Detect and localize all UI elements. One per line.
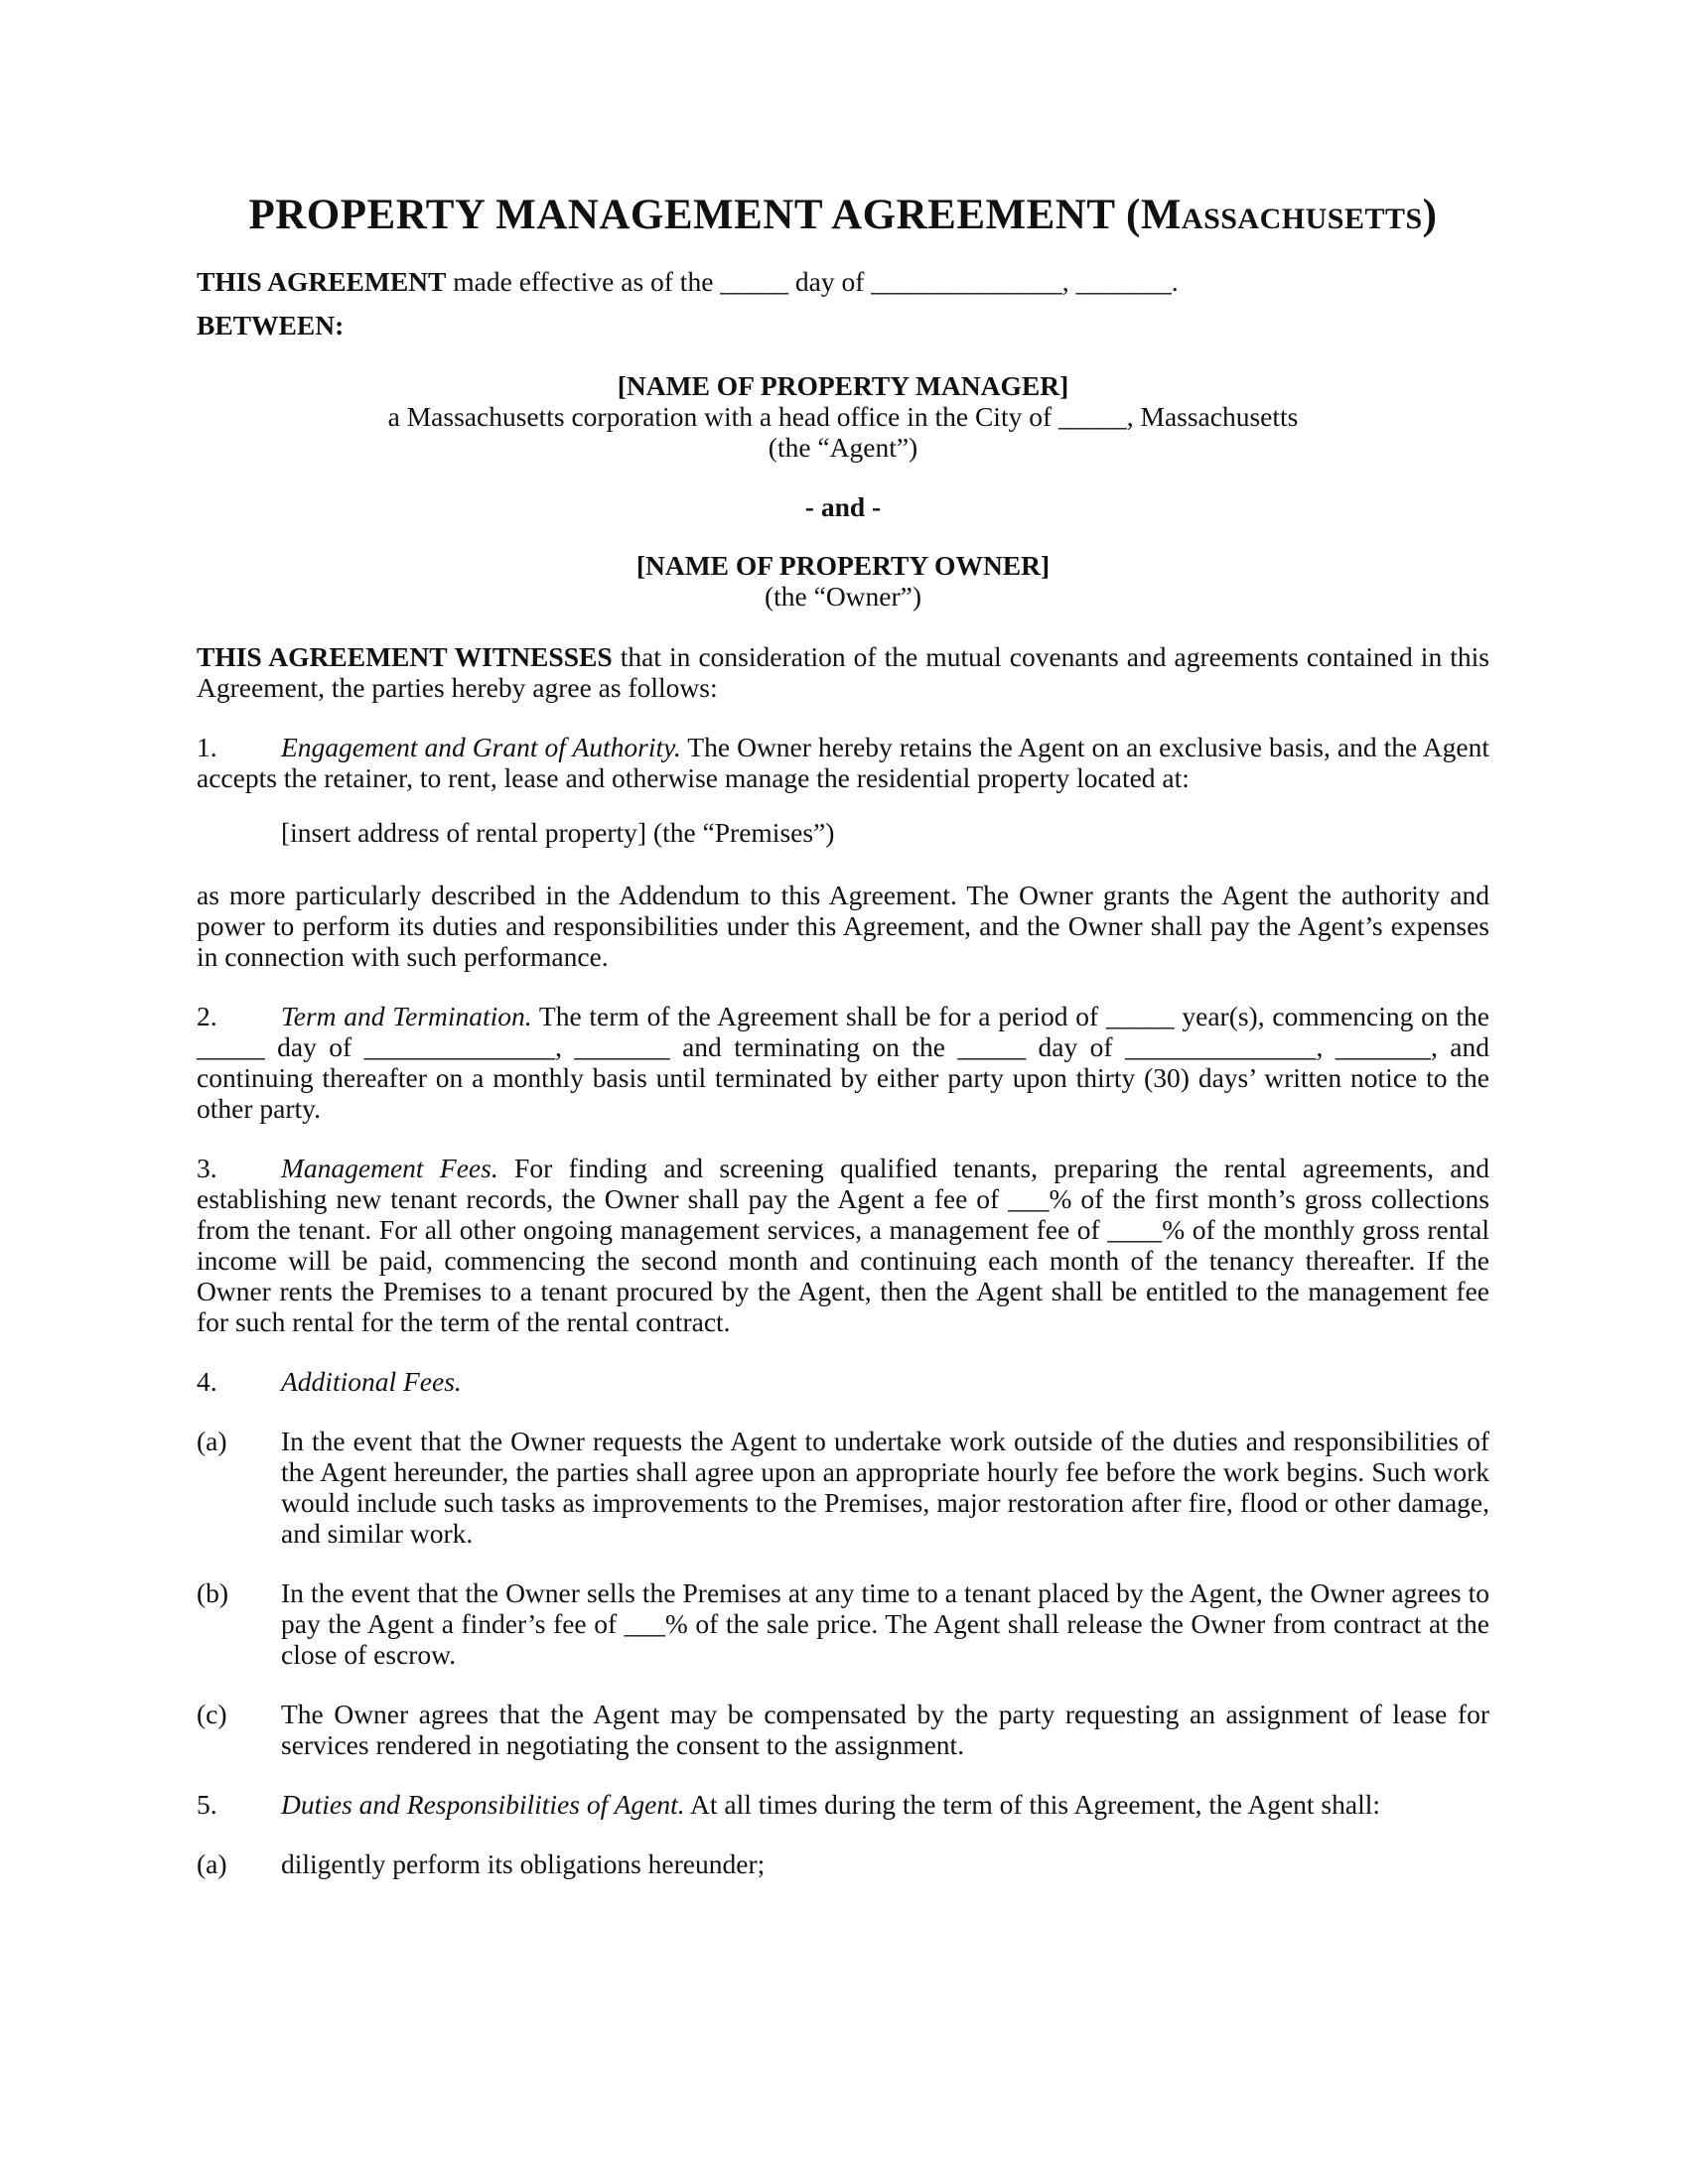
title-state: Massachusetts (1140, 192, 1423, 238)
section-5-item-a-text: diligently perform its obligations hereunder; (281, 1848, 766, 1879)
owner-name: [NAME OF PROPERTY OWNER] (635, 550, 1051, 581)
intro-text: made effective as of the _____ day of ______________, _______. (446, 266, 1179, 297)
witnesses-text: that in consideration of the mutual covenants and agreements contained in this Agreement, the parties hereby agree as follows: (197, 641, 1489, 703)
section-4-item-a-label: (a) (197, 1426, 227, 1456)
and-separator: - and - (804, 491, 882, 522)
section-5-item-a-label: (a) (197, 1848, 227, 1879)
section-1-heading: Engagement and Grant of Authority. (281, 732, 681, 762)
section-4-number: 4. (197, 1366, 217, 1397)
witnesses-paragraph (197, 641, 1489, 703)
section-4-item-c-text: The Owner agrees that the Agent may be compensated by the party requesting an assignment of lease for services rendered in negotiating the consent to the assignment. (281, 1699, 1489, 1760)
section-2-heading: Term and Termination. (281, 1001, 532, 1031)
section-3-heading: Management Fees. (281, 1153, 498, 1183)
witnesses-lead: THIS AGREEMENT WITNESSES (197, 641, 613, 672)
section-5-body: At all times during the term of this Agreement, the Agent shall: (684, 1789, 1380, 1820)
section-4-item-b (197, 1577, 1489, 1670)
premises-address-line: [insert address of rental property] (the “Premises”) (281, 817, 835, 848)
section-1-number: 1. (197, 732, 217, 762)
document-title (197, 191, 1489, 240)
section-5-heading: Duties and Responsibilities of Agent. (281, 1789, 685, 1820)
section-4-item-a-text: In the event that the Owner requests the Agent to undertake work outside of the duties and responsibilities of the Agent hereunder, the parties shall agree upon an appropriate hourly fee before the work begins. Such work would include such tasks as improvements to the Premises, major restoration after fire, flood or other damage, and similar work. (281, 1426, 1489, 1549)
between-label: BETWEEN: (197, 310, 345, 341)
title-suffix: ) (1422, 192, 1438, 238)
section-2-body: The term of the Agreement shall be for a period of _____ year(s), commencing on the _____ day of ______________, _______ and terminating on the _____ day of ______________, _______, and continuing thereafter on a monthly basis until terminated by either party upon thirty (30) days’ written notice to the other party. (197, 1001, 1489, 1124)
section-4-item-a (197, 1426, 1489, 1549)
section-2-paragraph (197, 1001, 1489, 1124)
owner-alias: (the “Owner”) (764, 581, 922, 612)
manager-name: [NAME OF PROPERTY MANAGER] (617, 370, 1069, 401)
section-4-paragraph (197, 1366, 1489, 1397)
section-4-item-c-label: (c) (197, 1699, 227, 1729)
section-4-item-b-text: In the event that the Owner sells the Premises at any time to a tenant placed by the Agent, the Owner agrees to pay the Agent a finder’s fee of ___% of the sale price. The Agent shall release the Owner from contract at the close of escrow. (281, 1577, 1489, 1670)
manager-alias: (the “Agent”) (768, 432, 918, 463)
section-1-paragraph (197, 732, 1489, 793)
manager-description: a Massachusetts corporation with a head office in the City of _____, Massachusetts (387, 401, 1299, 432)
section-4-item-b-label: (b) (197, 1577, 229, 1608)
section-1-continuation: as more particularly described in the Addendum to this Agreement. The Owner grants the Agent the authority and power to perform its duties and responsibilities under this Agreement, and the Owner shall pay the Agent’s expenses in connection with such performance. (197, 880, 1489, 972)
title-prefix: PROPERTY MANAGEMENT AGREEMENT ( (248, 192, 1141, 238)
section-5-item-a (197, 1848, 1489, 1879)
section-4-heading: Additional Fees. (281, 1366, 462, 1397)
owner-block (197, 550, 1489, 612)
intro-paragraph (197, 266, 1489, 297)
section-4-item-c (197, 1699, 1489, 1760)
section-1-body: The Owner hereby retains the Agent on an exclusive basis, and the Agent accepts the retainer, to rent, lease and otherwise manage the residential property located at: (197, 732, 1489, 793)
section-5-paragraph (197, 1789, 1489, 1820)
section-3-number: 3. (197, 1153, 217, 1183)
section-3-paragraph (197, 1153, 1489, 1337)
section-2-number: 2. (197, 1001, 217, 1031)
section-5-number: 5. (197, 1789, 217, 1820)
intro-lead: THIS AGREEMENT (197, 266, 447, 297)
document-page (197, 191, 1489, 1879)
section-3-body: For finding and screening qualified tenants, preparing the rental agreements, and establishing new tenant records, the Owner shall pay the Agent a fee of ___% of the first month’s gross collections from the tenant. For all other ongoing management services, a management fee of ____% of the monthly gross rental income will be paid, commencing the second month and continuing each month of the tenancy thereafter. If the Owner rents the Premises to a tenant procured by the Agent, then the Agent shall be entitled to the management fee for such rental for the term of the rental contract. (197, 1153, 1489, 1337)
manager-block (197, 370, 1489, 463)
